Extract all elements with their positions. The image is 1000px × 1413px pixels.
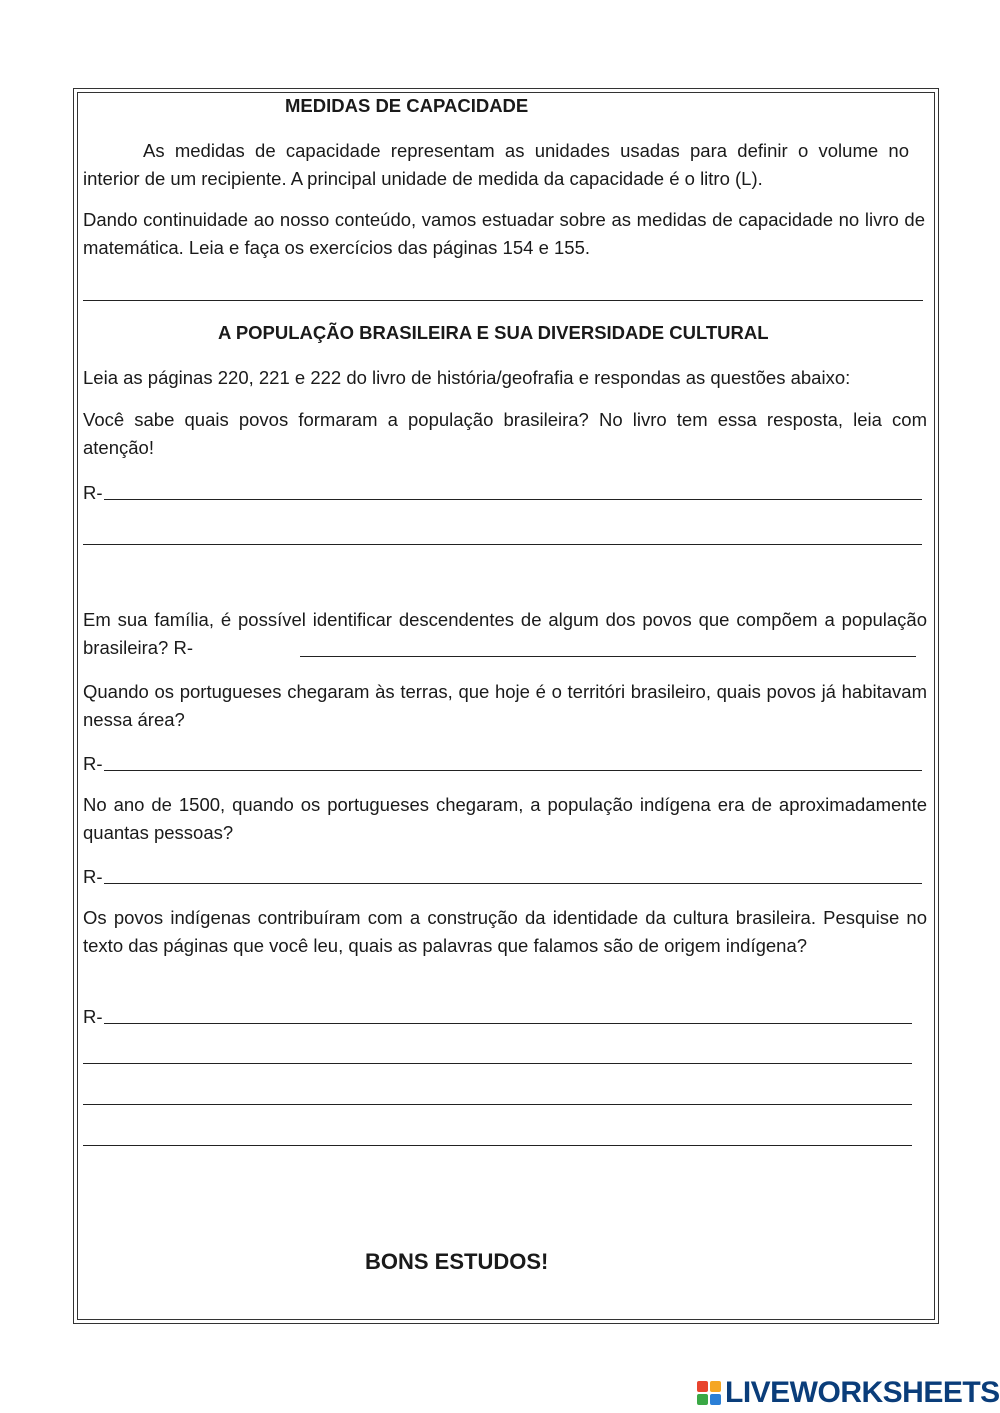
answer-2-line[interactable]	[300, 656, 916, 657]
liveworksheets-logo-text: LIVEWORKSHEETS	[725, 1376, 1000, 1409]
question-1: Você sabe quais povos formaram a população brasileira? No livro tem essa resposta, leia com atenção!	[83, 409, 927, 458]
answer-1-line-2[interactable]	[83, 544, 922, 545]
question-5: Os povos indígenas contribuíram com a construção da identidade da cultura brasileira. Pesquise no texto das páginas que você leu, quais as palavras que falamos são de origem indígena?	[83, 907, 927, 956]
answer-4-prefix: R-	[83, 866, 103, 887]
capacity-paragraph-2: Dando continuidade ao nosso conteúdo, vamos estuadar sobre as medidas de capacidade no livro de matemática. Leia e faça os exercícios das páginas 154 e 155.	[83, 209, 925, 258]
population-intro: Leia as páginas 220, 221 e 222 do livro de história/geofrafia e respondas as questões abaixo:	[83, 367, 851, 388]
answer-5-line-3[interactable]	[83, 1104, 912, 1105]
question-4: No ano de 1500, quando os portugueses chegaram, a população indígena era de aproximadamente quantas pessoas?	[83, 794, 927, 843]
answer-3-prefix: R-	[83, 753, 103, 774]
section-title-population: A POPULAÇÃO BRASILEIRA E SUA DIVERSIDADE CULTURAL	[218, 322, 769, 343]
capacity-paragraph-1: As medidas de capacidade representam as unidades usadas para definir o volume no interior de um recipiente. A principal unidade de medida da capacidade é o litro (L).	[83, 140, 909, 189]
answer-5-line-2[interactable]	[83, 1063, 912, 1064]
answer-5-line-4[interactable]	[83, 1145, 912, 1146]
closing-message: BONS ESTUDOS!	[365, 1249, 549, 1274]
liveworksheets-logo-icon	[697, 1381, 721, 1405]
liveworksheets-logo	[697, 1378, 1000, 1408]
answer-3-line[interactable]	[104, 770, 922, 771]
answer-1-prefix: R-	[83, 482, 103, 503]
answer-4-line[interactable]	[104, 883, 922, 884]
answer-5-line-1[interactable]	[104, 1023, 912, 1024]
question-2: Em sua família, é possível identificar descendentes de algum dos povos que compõem a população brasileira? R-	[83, 609, 927, 658]
question-3: Quando os portugueses chegaram às terras, que hoje é o territóri brasileiro, quais povos já habitavam nessa área?	[83, 681, 927, 730]
answer-1-line-1[interactable]	[104, 499, 922, 500]
section-divider-line	[83, 300, 923, 301]
answer-5-prefix: R-	[83, 1006, 103, 1027]
section-title-capacity: MEDIDAS DE CAPACIDADE	[285, 95, 529, 116]
